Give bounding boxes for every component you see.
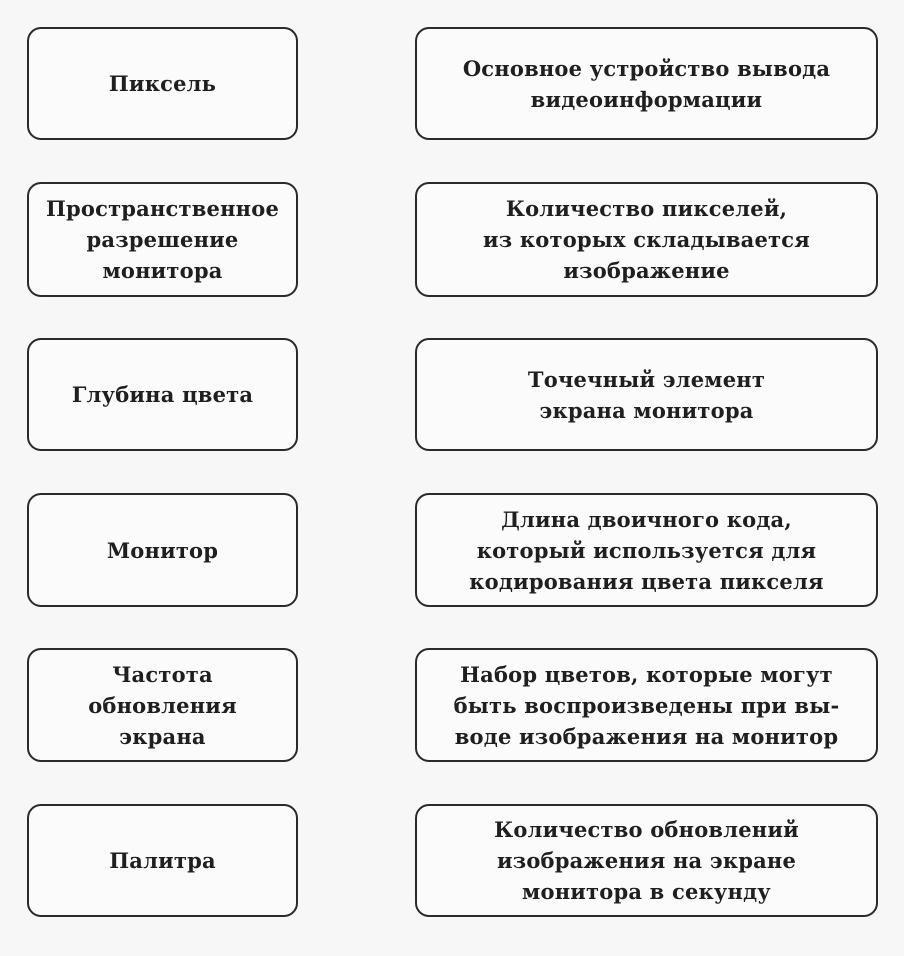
term-text: Палитра xyxy=(109,848,216,873)
definition-text: Точечный элемент экрана монитора xyxy=(527,366,766,423)
definition-box-2 xyxy=(415,182,878,297)
definition-text: Основное устройство вывода видеоинформации xyxy=(462,55,831,112)
term-box-refresh-rate xyxy=(27,648,298,762)
term-text: Пиксель xyxy=(108,71,217,96)
term-text: Пространственное разрешение монитора xyxy=(45,196,280,283)
definition-text: Длина двоичного кода, который используется для кодирования цвета пикселя xyxy=(469,506,824,594)
term-box-monitor xyxy=(27,493,298,607)
term-box-pixel xyxy=(27,27,298,140)
definition-text: Количество пикселей, из которых складывается изображение xyxy=(483,196,810,283)
definition-text: Набор цветов, которые могут быть воспроизведены при вы- воде изображения на монитор xyxy=(453,661,840,749)
definition-text: Количество обновлений изображения на экране монитора в секунду xyxy=(494,817,799,904)
definition-box-5 xyxy=(415,648,878,762)
term-text: Частота обновления экрана xyxy=(88,661,237,749)
term-text: Глубина цвета xyxy=(71,382,254,407)
definition-box-3 xyxy=(415,338,878,451)
term-box-spatial-resolution xyxy=(27,182,298,297)
definition-box-6 xyxy=(415,804,878,917)
term-box-palette xyxy=(27,804,298,917)
term-box-color-depth xyxy=(27,338,298,451)
term-text: Монитор xyxy=(106,537,219,563)
definition-box-1 xyxy=(415,27,878,140)
definition-box-4 xyxy=(415,493,878,607)
